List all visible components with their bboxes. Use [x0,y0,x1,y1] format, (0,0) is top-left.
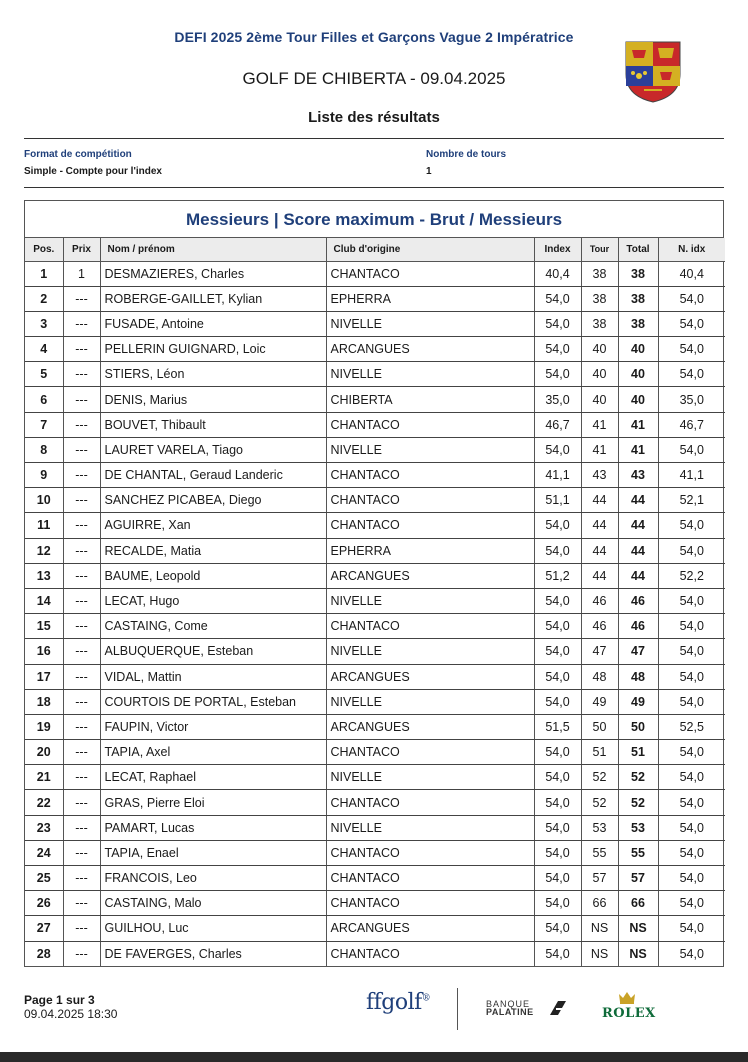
cell-new-index: 54,0 [658,916,725,941]
cell-total: 46 [618,614,658,639]
cell-new-index: 54,0 [658,639,725,664]
cell-name: FUSADE, Antoine [100,311,326,336]
cell-name: LECAT, Hugo [100,588,326,613]
table-row [25,765,725,790]
cell-total: 44 [618,488,658,513]
cell-index: 54,0 [534,840,581,865]
cell-tour: 47 [581,639,618,664]
cell-total: 66 [618,891,658,916]
cell-club: EPHERRA [326,538,534,563]
cell-index: 54,0 [534,815,581,840]
cell-name: STIERS, Léon [100,362,326,387]
cell-new-index: 54,0 [658,840,725,865]
cell-index: 54,0 [534,588,581,613]
cell-index: 51,2 [534,563,581,588]
banque-palatine-logo [486,999,572,1019]
cell-index: 54,0 [534,337,581,362]
cell-tour: 46 [581,588,618,613]
cell-name: TAPIA, Enael [100,840,326,865]
cell-name: VIDAL, Mattin [100,664,326,689]
cell-total: NS [618,941,658,966]
cell-index: 54,0 [534,286,581,311]
cell-index: 41,1 [534,463,581,488]
cell-prix: --- [63,362,100,387]
table-row [25,639,725,664]
cell-prix: --- [63,538,100,563]
viewer-bottom-bar [0,1052,748,1062]
cell-pos: 28 [25,941,63,966]
table-row [25,866,725,891]
cell-club: NIVELLE [326,639,534,664]
cell-new-index: 54,0 [658,286,725,311]
table-row [25,790,725,815]
cell-tour: 38 [581,286,618,311]
cell-name: BAUME, Leopold [100,563,326,588]
cell-index: 54,0 [534,866,581,891]
cell-total: 50 [618,714,658,739]
results-table-panel [24,200,724,967]
cell-total: 55 [618,840,658,865]
cell-pos: 6 [25,387,63,412]
cell-index: 54,0 [534,311,581,336]
cell-index: 35,0 [534,387,581,412]
cell-name: PAMART, Lucas [100,815,326,840]
cell-tour: 40 [581,362,618,387]
table-row [25,740,725,765]
cell-tour: 49 [581,689,618,714]
page-number: Page 1 sur 3 [24,993,95,1007]
cell-total: 40 [618,337,658,362]
cell-new-index: 54,0 [658,790,725,815]
ffgolf-logo [366,990,430,1015]
cell-club: ARCANGUES [326,714,534,739]
cell-name: PELLERIN GUIGNARD, Loic [100,337,326,362]
cell-new-index: 54,0 [679,946,704,961]
table-row [25,387,725,412]
cell-club: CHANTACO [326,412,534,437]
table-header-row [25,238,725,261]
cell-club: ARCANGUES [326,664,534,689]
cell-name: ROBERGE-GAILLET, Kylian [100,286,326,311]
cell-name: DE FAVERGES, Charles [100,941,326,966]
cell-new-index: 54,0 [658,437,725,462]
cell-club: ARCANGUES [326,337,534,362]
cell-club: NIVELLE [326,437,534,462]
cell-new-index: 41,1 [658,463,725,488]
cell-pos: 8 [25,437,63,462]
column-header-new-index: N. idx [658,238,725,261]
cell-club: NIVELLE [326,689,534,714]
table-row [25,463,725,488]
cell-name: AGUIRRE, Xan [100,513,326,538]
cell-prix: --- [63,740,100,765]
cell-pos: 5 [25,362,63,387]
table-row [25,513,725,538]
cell-prix: --- [63,840,100,865]
palatine-mark-icon [548,999,568,1017]
cell-total: 44 [618,563,658,588]
cell-tour: 52 [581,765,618,790]
table-row [25,261,725,286]
cell-new-index: 46,7 [658,412,725,437]
cell-index: 54,0 [534,891,581,916]
cell-pos: 27 [25,916,63,941]
cell-prix: --- [63,790,100,815]
cell-pos: 12 [25,538,63,563]
cell-new-index: 52,1 [658,488,725,513]
table-row [25,488,725,513]
table-row [25,437,725,462]
cell-tour: NS [581,941,618,966]
cell-prix: --- [63,463,100,488]
cell-prix: --- [63,488,100,513]
cell-prix: --- [63,614,100,639]
cell-prix: --- [63,815,100,840]
cell-new-index: 40,4 [658,261,725,286]
cell-total: 47 [618,639,658,664]
cell-pos: 21 [25,765,63,790]
cell-pos: 9 [25,463,63,488]
cell-club: CHANTACO [326,261,534,286]
cell-prix: --- [63,714,100,739]
cell-new-index: 54,0 [658,891,725,916]
cell-name: DENIS, Marius [100,387,326,412]
rolex-crown-icon [618,990,636,1004]
cell-new-index: 54,0 [658,740,725,765]
cell-index: 54,0 [534,639,581,664]
cell-prix: --- [63,513,100,538]
cell-new-index: 52,5 [658,714,725,739]
cell-pos: 24 [25,840,63,865]
cell-tour: 43 [581,463,618,488]
cell-tour: 41 [581,437,618,462]
cell-total: 40 [618,362,658,387]
cell-prix: --- [63,941,100,966]
cell-name: CASTAING, Malo [100,891,326,916]
cell-total: 41 [618,437,658,462]
format-value: Simple - Compte pour l'index [24,166,162,177]
cell-club: ARCANGUES [326,916,534,941]
cell-name: GUILHOU, Luc [100,916,326,941]
cell-prix: --- [63,412,100,437]
cell-club: CHIBERTA [326,387,534,412]
cell-name: FAUPIN, Victor [100,714,326,739]
table-row [25,916,725,941]
rolex-logo: ROLEX [602,1006,656,1021]
column-header-name: Nom / prénom [100,238,326,261]
table-row [25,941,725,966]
cell-tour: 52 [581,790,618,815]
cell-tour: 57 [581,866,618,891]
cell-name: RECALDE, Matia [100,538,326,563]
cell-prix: --- [63,337,100,362]
cell-tour: 51 [581,740,618,765]
sponsor-divider [457,988,458,1030]
cell-index: 54,0 [534,941,581,966]
cell-tour: 40 [581,387,618,412]
column-header-prix: Prix [63,238,100,261]
cell-total: 52 [618,765,658,790]
cell-new-index: 54,0 [658,815,725,840]
cell-index: 54,0 [534,664,581,689]
cell-pos: 4 [25,337,63,362]
cell-name: BOUVET, Thibault [100,412,326,437]
cell-club: CHANTACO [326,790,534,815]
cell-prix: --- [63,437,100,462]
cell-total: 40 [618,387,658,412]
cell-new-index: 54,0 [658,866,725,891]
cell-new-index: 54,0 [658,538,725,563]
cell-prix: --- [63,563,100,588]
cell-name: DE CHANTAL, Geraud Landeric [100,463,326,488]
cell-prix: --- [63,639,100,664]
cell-total: 52 [618,790,658,815]
column-header-pos: Pos. [25,238,63,261]
cell-total: 43 [618,463,658,488]
cell-new-index: 54,0 [658,689,725,714]
coat-of-arms-icon [624,40,682,104]
table-row [25,538,725,563]
column-header-club: Club d'origine [326,238,534,261]
course-title: GOLF DE CHIBERTA - 09.04.2025 [242,69,506,88]
cell-new-index: 35,0 [658,387,725,412]
cell-club: NIVELLE [326,588,534,613]
cell-pos: 3 [25,311,63,336]
rounds-label: Nombre de tours [426,149,507,160]
cell-tour: 38 [581,311,618,336]
cell-pos: 14 [25,588,63,613]
cell-new-index: 54,0 [658,664,725,689]
cell-index: 54,0 [534,916,581,941]
table-row [25,815,725,840]
results-body [25,261,725,966]
cell-new-index: 54,0 [658,588,725,613]
column-header-tour: Tour [581,238,618,261]
cell-pos: 26 [25,891,63,916]
table-row [25,412,725,437]
cell-tour: 48 [581,664,618,689]
cell-new-index: 54,0 [658,337,725,362]
cell-name: DESMAZIERES, Charles [100,261,326,286]
cell-new-index: 54,0 [658,311,725,336]
cell-name: SANCHEZ PICABEA, Diego [100,488,326,513]
cell-club: NIVELLE [326,311,534,336]
table-row [25,614,725,639]
registered-mark-icon: ® [421,993,431,1004]
table-row [25,563,725,588]
cell-tour: 44 [581,538,618,563]
cell-pos: 2 [25,286,63,311]
format-label: Format de compétition [24,149,132,160]
cell-total: 38 [618,286,658,311]
table-row [25,689,725,714]
cell-club: CHANTACO [326,740,534,765]
printed-timestamp: 09.04.2025 18:30 [24,1007,118,1021]
event-title: DEFI 2025 2ème Tour Filles et Garçons Vague 2 Impératrice [174,29,574,45]
cell-pos: 15 [25,614,63,639]
cell-name: TAPIA, Axel [100,740,326,765]
table-row [25,840,725,865]
cell-name: CASTAING, Come [100,614,326,639]
cell-total: 48 [618,664,658,689]
cell-new-index: 54,0 [658,513,725,538]
cell-index: 40,4 [534,261,581,286]
cell-index: 54,0 [534,513,581,538]
cell-tour: 66 [581,891,618,916]
column-header-index: Index [534,238,581,261]
column-header-total: Total [618,238,658,261]
rounds-value: 1 [426,166,432,177]
cell-index: 54,0 [534,538,581,563]
cell-pos: 20 [25,740,63,765]
cell-prix: --- [63,916,100,941]
cell-name: GRAS, Pierre Eloi [100,790,326,815]
cell-pos: 17 [25,664,63,689]
cell-total: 38 [618,261,658,286]
cell-index: 54,0 [534,362,581,387]
table-row [25,714,725,739]
cell-pos: 22 [25,790,63,815]
palatine-line1: BANQUE [486,999,531,1009]
results-caption: Messieurs | Score maximum - Brut / Messieurs [25,201,723,238]
cell-name: FRANCOIS, Leo [100,866,326,891]
cell-total: NS [618,916,658,941]
cell-tour: 55 [581,840,618,865]
cell-club: CHANTACO [326,488,534,513]
cell-pos: 10 [25,488,63,513]
cell-pos: 1 [25,261,63,286]
cell-pos: 19 [25,714,63,739]
table-row [25,588,725,613]
cell-club: CHANTACO [326,614,534,639]
table-row [25,362,725,387]
cell-tour: 53 [581,815,618,840]
cell-prix: --- [63,664,100,689]
cell-club: EPHERRA [326,286,534,311]
cell-index: 46,7 [534,412,581,437]
cell-new-index: 54,0 [658,765,725,790]
cell-tour: 44 [581,563,618,588]
cell-tour: 44 [581,488,618,513]
cell-total: 41 [618,412,658,437]
table-row [25,664,725,689]
cell-club: ARCANGUES [326,563,534,588]
cell-club: CHANTACO [326,463,534,488]
cell-name: COURTOIS DE PORTAL, Esteban [100,689,326,714]
cell-club: CHANTACO [326,866,534,891]
cell-index: 54,0 [534,765,581,790]
cell-index: 54,0 [534,740,581,765]
cell-prix: 1 [63,261,100,286]
cell-club: NIVELLE [326,362,534,387]
cell-club: CHANTACO [326,891,534,916]
cell-tour: 46 [581,614,618,639]
cell-tour: 40 [581,337,618,362]
cell-club: NIVELLE [326,815,534,840]
table-row [25,337,725,362]
cell-pos: 25 [25,866,63,891]
cell-pos: 16 [25,639,63,664]
results-list-title: Liste des résultats [308,109,440,126]
table-row [25,891,725,916]
cell-name: LAURET VARELA, Tiago [100,437,326,462]
cell-tour: 38 [581,261,618,286]
header-divider [24,138,724,139]
cell-new-index: 54,0 [658,362,725,387]
cell-club: CHANTACO [326,513,534,538]
cell-index: 51,5 [534,714,581,739]
cell-prix: --- [63,765,100,790]
cell-pos: 13 [25,563,63,588]
cell-index: 54,0 [534,614,581,639]
cell-total: 51 [618,740,658,765]
cell-index: 54,0 [534,689,581,714]
cell-tour: NS [581,916,618,941]
cell-pos: 7 [25,412,63,437]
cell-total: 38 [618,311,658,336]
cell-tour: 41 [581,412,618,437]
cell-name: LECAT, Raphael [100,765,326,790]
cell-prix: --- [63,689,100,714]
cell-total: 44 [618,538,658,563]
cell-prix: --- [63,588,100,613]
cell-prix: --- [63,866,100,891]
cell-new-index: 52,2 [658,563,725,588]
results-table [25,238,725,966]
meta-divider [24,187,724,188]
cell-total: 57 [618,866,658,891]
cell-pos: 11 [25,513,63,538]
cell-pos: 23 [25,815,63,840]
cell-index: 51,1 [534,488,581,513]
table-row [25,286,725,311]
cell-total: 44 [618,513,658,538]
cell-total: 46 [618,588,658,613]
cell-pos: 18 [25,689,63,714]
cell-prix: --- [63,891,100,916]
cell-club: CHANTACO [326,840,534,865]
cell-club: NIVELLE [326,765,534,790]
cell-total: 53 [618,815,658,840]
table-row [25,311,725,336]
cell-index: 54,0 [534,790,581,815]
cell-prix: --- [63,286,100,311]
cell-new-index: 54,0 [658,614,725,639]
cell-tour: 44 [581,513,618,538]
cell-club: CHANTACO [326,941,534,966]
palatine-line2: PALATINE [486,1007,534,1017]
cell-prix: --- [63,311,100,336]
cell-name: ALBUQUERQUE, Esteban [100,639,326,664]
cell-tour: 50 [581,714,618,739]
cell-total: 49 [618,689,658,714]
cell-index: 54,0 [534,437,581,462]
ffgolf-logo-text: ffgolf [366,990,422,1015]
cell-prix: --- [63,387,100,412]
